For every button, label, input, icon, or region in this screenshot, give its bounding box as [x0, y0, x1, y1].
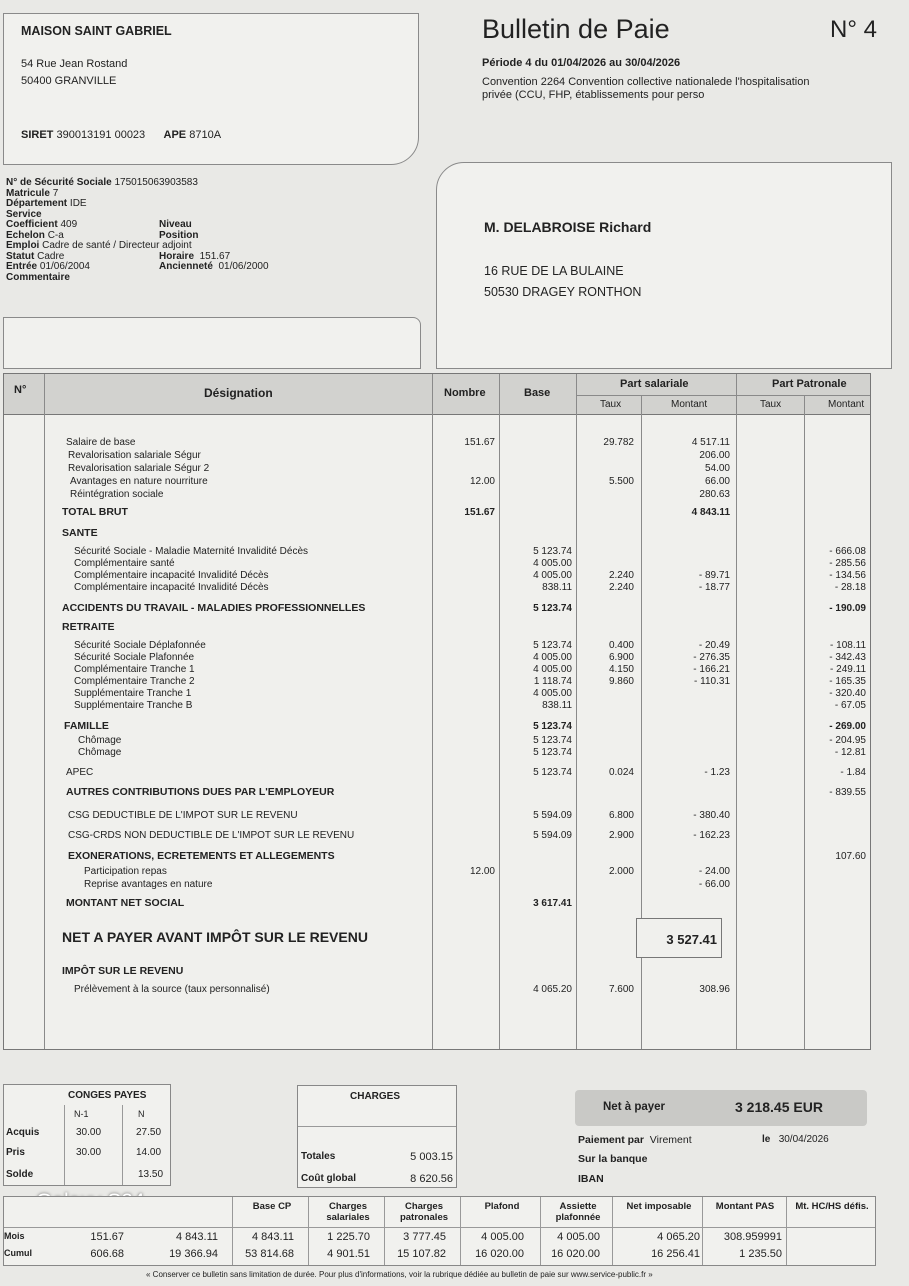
header-taux-pat: Taux [760, 399, 782, 410]
conges-pris-n1: 30.00 [76, 1147, 102, 1158]
row-designation: ACCIDENTS DU TRAVAIL - MALADIES PROFESSIONNELLES [62, 602, 366, 614]
row-designation: EXONERATIONS, ECRETEMENTS ET ALLEGEMENTS [68, 850, 335, 862]
net-a-payer-value: 3 218.45 EUR [735, 1099, 823, 1115]
row-montant-patronal: - 67.05 [834, 700, 866, 711]
header-designation: Désignation [204, 386, 273, 400]
row-taux-salarial: 2.900 [608, 830, 634, 841]
cumul-mois-value: 4 843.11 [175, 1231, 218, 1243]
document-title: Bulletin de Paie [482, 14, 670, 44]
mois-label: Mois [4, 1231, 25, 1241]
cumul-header: Assiette plafonnée [555, 1201, 601, 1223]
header-nombre: Nombre [444, 387, 486, 399]
row-montant-patronal: - 12.81 [834, 747, 866, 758]
iban-label: IBAN [578, 1173, 604, 1185]
row-montant-salarial: - 276.35 [693, 652, 730, 663]
row-taux-salarial: 0.024 [608, 767, 634, 778]
row-montant-salarial: - 380.40 [693, 810, 730, 821]
net-before-tax-box [636, 918, 722, 958]
row-designation: RETRAITE [62, 621, 115, 633]
row-designation: Participation repas [84, 866, 167, 877]
row-montant-salarial: - 20.49 [698, 640, 730, 651]
row-base: 5 123.74 [533, 735, 572, 746]
row-base: 838.11 [542, 582, 572, 593]
row-base: 5 123.74 [533, 603, 572, 614]
row-designation: SANTE [62, 527, 98, 539]
cumul-header: Charges patronales [399, 1201, 449, 1223]
row-montant-patronal: - 165.35 [829, 676, 866, 687]
row-taux-salarial: 4.150 [608, 664, 634, 675]
row-montant-patronal: - 28.18 [834, 582, 866, 593]
table-row [4, 850, 870, 863]
cumul-header: Net imposable [626, 1201, 692, 1212]
row-designation: Complémentaire Tranche 1 [74, 664, 195, 675]
row-base: 4 005.00 [533, 570, 572, 581]
row-montant-patronal: - 269.00 [829, 721, 866, 732]
employee-city: 50530 DRAGEY RONTHON [484, 285, 642, 299]
employer-box [3, 13, 419, 165]
table-row [4, 475, 870, 488]
cumul-cumul-value: 53 814.68 [245, 1248, 294, 1260]
cumul-mois-value: 3 777.45 [403, 1231, 446, 1243]
table-row [4, 449, 870, 462]
row-montant-patronal: - 1.84 [840, 767, 866, 778]
row-designation: Revalorisation salariale Ségur 2 [68, 463, 210, 474]
row-montant-salarial: 206.00 [699, 450, 730, 461]
footer-note: « Conserver ce bulletin sans limitation de durée. Pour plus d'informations, voir la rubrique dédiée au bulletin de paie sur www.service-public.fr » [146, 1270, 653, 1279]
header-part-salariale: Part salariale [620, 378, 689, 390]
cumul-mois-value: 4 005.00 [481, 1231, 524, 1243]
conges-pris-n: 14.00 [136, 1147, 162, 1158]
row-base: 5 123.74 [533, 640, 572, 651]
cumul-mois-value: 4 843.11 [251, 1231, 294, 1243]
table-row [4, 865, 870, 878]
conges-acquis-n1: 30.00 [76, 1127, 102, 1138]
header-base: Base [524, 387, 551, 399]
table-row [4, 965, 870, 978]
row-montant-patronal: - 134.56 [829, 570, 866, 581]
cumul-header: Plafond [484, 1201, 520, 1212]
row-base: 1 118.74 [533, 676, 572, 687]
table-row [4, 581, 870, 594]
row-montant-salarial: 66.00 [704, 476, 730, 487]
row-base: 5 594.09 [533, 830, 572, 841]
charges-box [297, 1085, 457, 1188]
row-base: 5 123.74 [533, 767, 572, 778]
table-row [4, 527, 870, 540]
table-row [4, 602, 870, 615]
row-designation: FAMILLE [64, 720, 109, 732]
charges-cout-label: Coût global [301, 1173, 356, 1184]
table-row [4, 720, 870, 733]
cumul-mois-value: 4 065.20 [657, 1231, 700, 1243]
row-montant-salarial: 4 843.11 [691, 507, 730, 518]
row-designation: CSG-CRDS NON DEDUCTIBLE DE L'IMPOT SUR LE REVENU [68, 830, 355, 841]
row-designation: AUTRES CONTRIBUTIONS DUES PAR L'EMPLOYEUR [66, 786, 335, 798]
row-base: 5 123.74 [533, 721, 572, 732]
row-base: 4 005.00 [533, 652, 572, 663]
row-designation: Complémentaire incapacité Invalidité Décès [74, 582, 269, 593]
row-taux-salarial: 2.000 [608, 866, 634, 877]
row-designation: Prélèvement à la source (taux personnalisé) [74, 984, 270, 995]
convention: Convention 2264 Convention collective nationalede l'hospitalisation privée (CCU, FHP, établissements pour perso [482, 76, 810, 101]
row-designation: Revalorisation salariale Ségur [68, 450, 201, 461]
row-designation: Réintégration sociale [70, 489, 164, 500]
row-designation: Avantages en nature nourriture [70, 476, 208, 487]
row-designation: CSG DEDUCTIBLE DE L'IMPOT SUR LE REVENU [68, 810, 298, 821]
row-taux-salarial: 7.600 [608, 984, 634, 995]
row-montant-salarial: 54.00 [704, 463, 730, 474]
row-montant-patronal: - 204.95 [829, 735, 866, 746]
row-base: 4 005.00 [533, 664, 572, 675]
row-designation: Complémentaire incapacité Invalidité Décès [74, 570, 269, 581]
table-row [4, 766, 870, 779]
row-montant-patronal: 107.60 [835, 851, 866, 862]
row-taux-salarial: 2.240 [608, 570, 634, 581]
net-before-tax-value: 3 527.41 [666, 932, 717, 947]
header-num: N° [14, 384, 27, 396]
row-base: 4 005.00 [533, 558, 572, 569]
net-before-tax-label: NET A PAYER AVANT IMPÔT SUR LE REVENU [62, 929, 368, 945]
conges-acquis-n: 27.50 [136, 1127, 162, 1138]
table-row [4, 786, 870, 799]
table-row [4, 621, 870, 634]
table-header [4, 374, 870, 415]
charges-totales: 5 003.15 [410, 1151, 453, 1163]
cumul-cumul-value: 16 256.41 [651, 1248, 700, 1260]
row-montant-patronal: - 249.11 [830, 664, 866, 675]
employer-siret: SIRET 390013191 00023 APE 8710A [21, 129, 222, 141]
row-base: 5 123.74 [533, 747, 572, 758]
row-designation: Sécurité Sociale Plafonnée [74, 652, 195, 663]
table-row [4, 699, 870, 712]
conges-col-n: N [138, 1109, 145, 1119]
header-part-patronale: Part Patronale [772, 378, 847, 390]
payslip-table [3, 373, 871, 1050]
row-designation: Chômage [78, 747, 122, 758]
row-taux-salarial: 6.800 [608, 810, 634, 821]
table-row [4, 829, 870, 842]
header-taux-sal: Taux [600, 399, 622, 410]
row-montant-salarial: - 110.31 [694, 676, 730, 687]
row-montant-patronal: - 666.08 [829, 546, 866, 557]
row-base: 4 005.00 [533, 688, 572, 699]
row-taux-salarial: 6.900 [608, 652, 634, 663]
cumul-mois-value: 4 005.00 [557, 1231, 600, 1243]
bank-label: Sur la banque [578, 1153, 648, 1165]
conges-pris-label: Pris [6, 1147, 25, 1158]
charges-totales-label: Totales [301, 1151, 336, 1162]
cumul-cumul-value: 15 107.82 [397, 1248, 446, 1260]
row-montant-patronal: - 320.40 [829, 688, 866, 699]
charges-cout: 8 620.56 [410, 1173, 453, 1185]
cumul-header: Charges salariales [326, 1201, 370, 1223]
conges-title: CONGES PAYES [68, 1090, 147, 1101]
row-designation: Sécurité Sociale - Maladie Maternité Invalidité Décès [74, 546, 308, 557]
row-nombre: 12.00 [469, 866, 495, 877]
header-montant-sal: Montant [671, 399, 708, 410]
conges-acquis-label: Acquis [6, 1127, 40, 1138]
employee-address-box [436, 162, 892, 369]
row-montant-salarial: 4 517.11 [691, 437, 730, 448]
row-designation: APEC [66, 767, 94, 778]
table-row [4, 809, 870, 822]
cumul-cumul-value: 606.68 [90, 1248, 124, 1260]
employee-street: 16 RUE DE LA BULAINE [484, 264, 624, 278]
cumul-cumul-value: 4 901.51 [327, 1248, 370, 1260]
row-base: 4 065.20 [533, 984, 572, 995]
table-row [4, 983, 870, 996]
row-designation: TOTAL BRUT [62, 506, 128, 518]
row-nombre: 151.67 [464, 507, 495, 518]
cumul-header: Mt. HC/HS défis. [795, 1201, 869, 1212]
cumul-cumul-value: 1 235.50 [739, 1248, 782, 1260]
row-montant-patronal: - 108.11 [830, 640, 866, 651]
row-base: 5 123.74 [533, 546, 572, 557]
employer-name: MAISON SAINT GABRIEL [21, 24, 172, 38]
table-row [4, 897, 870, 910]
row-base: 838.11 [542, 700, 572, 711]
row-designation: Complémentaire santé [74, 558, 175, 569]
net-a-payer-box [575, 1090, 867, 1126]
cumul-label: Cumul [4, 1248, 32, 1258]
row-montant-patronal: - 839.55 [829, 787, 866, 798]
row-montant-salarial: - 24.00 [698, 866, 730, 877]
employer-city: 50400 GRANVILLE [21, 75, 117, 87]
cumul-cumul-value: 16 020.00 [475, 1248, 524, 1260]
payment-date: le 30/04/2026 [762, 1134, 829, 1145]
row-designation: Reprise avantages en nature [84, 879, 213, 890]
table-row [4, 488, 870, 501]
row-designation: Sécurité Sociale Déplafonnée [74, 640, 206, 651]
conges-col-n1: N-1 [74, 1109, 89, 1119]
payment-method: Paiement par Virement [578, 1134, 692, 1146]
cumul-mois-value: 151.67 [90, 1231, 124, 1243]
cumul-table [3, 1196, 876, 1266]
row-taux-salarial: 2.240 [608, 582, 634, 593]
row-montant-salarial: - 89.71 [698, 570, 730, 581]
row-montant-salarial: - 162.23 [693, 830, 730, 841]
cumul-cumul-value: 16 020.00 [551, 1248, 600, 1260]
comment-box [3, 317, 421, 369]
row-montant-salarial: 280.63 [699, 489, 730, 500]
row-nombre: 12.00 [469, 476, 495, 487]
table-row [4, 746, 870, 759]
row-taux-salarial: 5.500 [608, 476, 634, 487]
row-montant-patronal: - 342.43 [829, 652, 866, 663]
row-montant-salarial: - 18.77 [698, 582, 730, 593]
cumul-cumul-value: 19 366.94 [169, 1248, 218, 1260]
charges-title: CHARGES [350, 1091, 401, 1102]
employee-info: N° de Sécurité Sociale 175015063903583 Matricule 7 Département IDE Service Coefficient 409 Niveau Echelon C-a Position Emploi Cadre de santé / Directeur adjoint Statut Cadre Horaire 151.67 Entrée 01/06/2004 Ancienneté 01/06/2000 Commentaire [6, 177, 269, 283]
row-nombre: 151.67 [464, 437, 495, 448]
row-designation: IMPÔT SUR LE REVENU [62, 965, 184, 977]
table-row [4, 462, 870, 475]
cumul-header: Montant PAS [715, 1201, 775, 1212]
cumul-mois-value: 1 225.70 [327, 1231, 370, 1243]
row-montant-patronal: - 190.09 [829, 603, 866, 614]
table-row [4, 506, 870, 519]
cumul-mois-value: 308.959991 [723, 1231, 782, 1243]
period: Période 4 du 01/04/2026 au 30/04/2026 [482, 57, 681, 69]
net-a-payer-label: Net à payer [603, 1101, 666, 1113]
row-designation: MONTANT NET SOCIAL [66, 897, 185, 909]
row-base: 3 617.41 [533, 898, 572, 909]
row-montant-salarial: - 166.21 [693, 664, 730, 675]
header-montant-pat: Montant [828, 399, 865, 410]
table-row [4, 878, 870, 891]
row-montant-salarial: - 1.23 [704, 767, 730, 778]
row-designation: Complémentaire Tranche 2 [74, 676, 195, 687]
row-designation: Supplémentaire Tranche 1 [74, 688, 192, 699]
table-row [4, 436, 870, 449]
row-designation: Salaire de base [66, 437, 136, 448]
row-taux-salarial: 0.400 [608, 640, 634, 651]
row-taux-salarial: 9.860 [608, 676, 634, 687]
conges-box [3, 1084, 171, 1186]
employer-street: 54 Rue Jean Rostand [21, 58, 128, 70]
row-montant-salarial: - 66.00 [698, 879, 730, 890]
row-designation: Chômage [78, 735, 122, 746]
row-taux-salarial: 29.782 [603, 437, 634, 448]
cumul-header: Base CP [252, 1201, 292, 1212]
conges-solde-n: 13.50 [138, 1169, 164, 1180]
row-designation: Supplémentaire Tranche B [74, 700, 193, 711]
row-montant-patronal: - 285.56 [829, 558, 866, 569]
conges-solde-label: Solde [6, 1169, 34, 1180]
employee-name: M. DELABROISE Richard [484, 219, 652, 235]
row-base: 5 594.09 [533, 810, 572, 821]
document-number: N° 4 [830, 16, 877, 43]
row-montant-salarial: 308.96 [699, 984, 730, 995]
